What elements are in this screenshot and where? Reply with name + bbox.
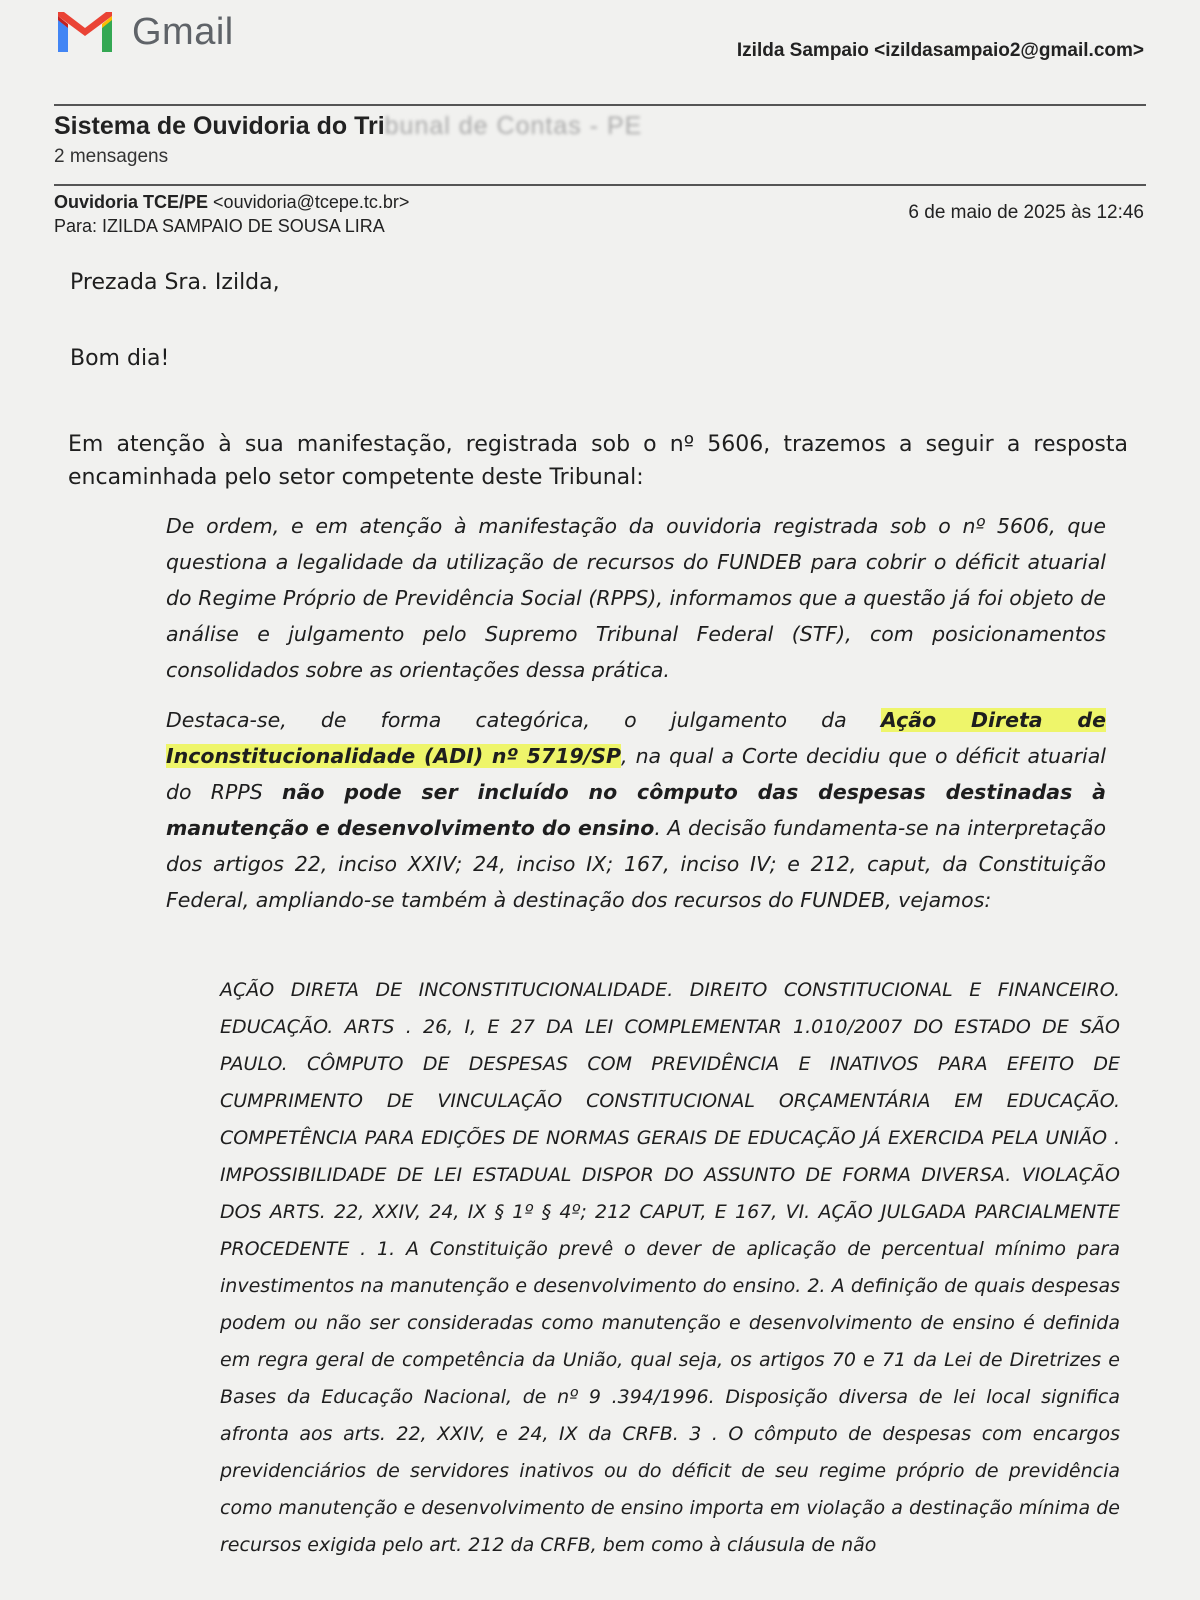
sender-name: Ouvidoria TCE/PE (54, 192, 209, 212)
message-date: 6 de maio de 2025 às 12:46 (908, 202, 1144, 223)
quote2-text-a: Destaca-se, de forma categórica, o julgamento da (166, 708, 881, 732)
thread-subject (54, 112, 642, 141)
quote2-bold-statement: não pode ser incluído no cômputo das despesas destinadas à manutenção e desenvolvimento do ensino (166, 780, 1106, 840)
gmail-logo (54, 8, 234, 56)
sender-email: <ouvidoria@tcepe.tc.br> (213, 192, 410, 212)
intro-paragraph: Em atenção à sua manifestação, registrada sob o nº 5606, trazemos a seguir a resposta encaminhada pelo setor competente deste Tribunal: (68, 432, 1128, 490)
subject-divider (54, 184, 1146, 186)
quoted-paragraph-1: De ordem, e em atenção à manifestação da ouvidoria registrada sob o nº 5606, que questiona a legalidade da utilização de recursos do FUNDEB para cobrir o déficit atuarial do Regime Próprio de Previdência Social (RPPS), informamos que a questão já foi objeto de análise e julgamento pelo Supremo Tribunal Federal (STF), com posicionamentos consolidados sobre as orientações dessa prática. (166, 514, 1106, 682)
message-count: 2 mensagens (54, 146, 169, 167)
highlighted-adi-reference: Ação Direta de Inconstitucionalidade (ADI) nº 5719/SP (166, 708, 1106, 768)
subject-obscured: bunal de Contas - PE (384, 112, 643, 140)
quote2-text-b: , na qual a Corte decidiu que o déficit atuarial do RPPS (166, 744, 1107, 804)
quote2-text-c: . A decisão fundamenta-se na interpretação dos artigos 22, inciso XXIV; 24, inciso IX; 167, inciso IV; e 212, caput, da Constituição Federal, ampliando-se também à destinação dos recursos do FUNDEB, vejamos: (166, 816, 1106, 912)
subject-visible: Sistema de Ouvidoria do Tri (54, 112, 385, 140)
gmail-wordmark: Gmail (132, 10, 234, 53)
court-ruling-excerpt: AÇÃO DIRETA DE INCONSTITUCIONALIDADE. DIREITO CONSTITUCIONAL E FINANCEIRO. EDUCAÇÃO. ARTS . 26, I, E 27 DA LEI COMPLEMENTAR 1.010/2007 DO ESTADO DE SÃO PAULO. CÔMPUTO DE DESPESAS COM PREVIDÊNCIA E INATIVOS PARA EFEITO DE CUMPRIMENTO DE VINCULAÇÃO CONSTITUCIONAL ORÇAMENTÁRIA EM EDUCAÇÃO. COMPETÊNCIA PARA EDIÇÕES DE NORMAS GERAIS DE EDUCAÇÃO JÁ EXERCIDA PELA UNIÃO . IMPOSSIBILIDADE DE LEI ESTADUAL DISPOR DO ASSUNTO DE FORMA DIVERSA. VIOLAÇÃO DOS ARTS. 22, XXIV, 24, IX § 1º § 4º; 212 CAPUT, E 167, VI. AÇÃO JULGADA PARCIALMENTE PROCEDENTE . 1. A Constituição prevê o dever de aplicação de percentual mínimo para investimentos na manutenção e desenvolvimento do ensino. 2. A definição de quais despesas podem ou não ser consideradas como manutenção e desenvolvimento de ensino é definida em regra geral de competência da União, qual seja, os artigos 70 e 71 da Lei de Diretrizes e Bases da Educação Nacional, de nº 9 .394/1996. Disposição diversa de lei local significa afronta aos arts. 22, XXIV, e 24, IX da CRFB. 3 . O cômputo de despesas com encargos previdenciários de servidores inativos ou do déficit de seu regime próprio de previdência como manutenção e desenvolvimento de ensino importa em violação a destinação mínima de recursos exigida pelo art. 212 da CRFB, bem como à cláusula de não (220, 979, 1120, 1556)
header-divider (54, 104, 1146, 106)
gmail-m-icon (54, 8, 116, 56)
greeting: Prezada Sra. Izilda, (70, 270, 280, 295)
recipient: Para: IZILDA SAMPAIO DE SOUSA LIRA (54, 216, 385, 236)
quoted-paragraph-2 (166, 702, 1106, 918)
salutation: Bom dia! (70, 346, 170, 371)
sender (54, 192, 409, 213)
account-identity: Izilda Sampaio <izildasampaio2@gmail.com> (736, 40, 1144, 61)
